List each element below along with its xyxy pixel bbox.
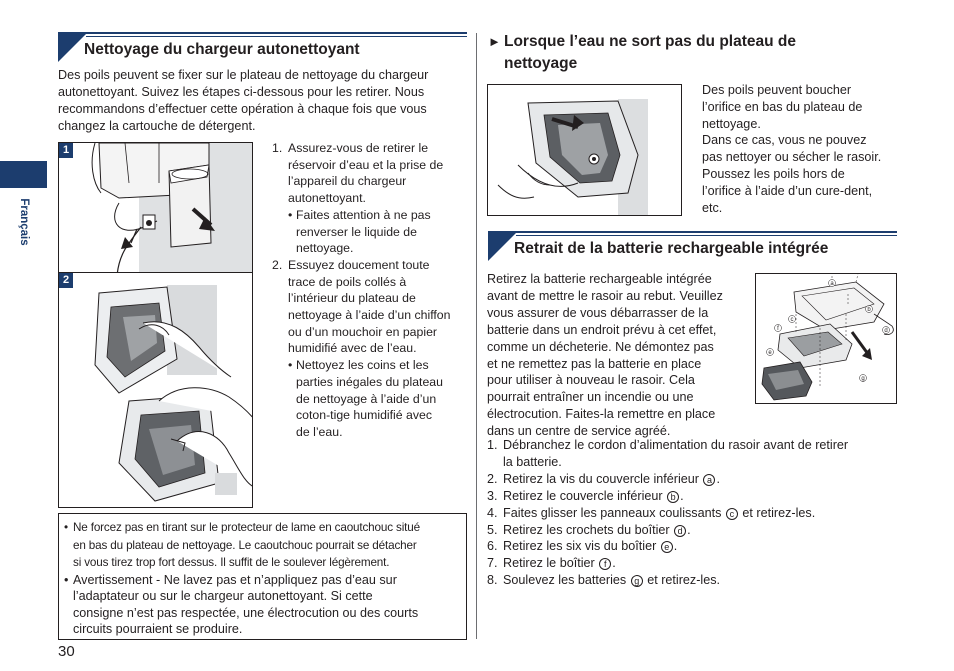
circled-letter-mark: g	[631, 575, 643, 587]
section-heading-charger-cleaning	[58, 32, 467, 65]
step-text-end: .	[612, 556, 616, 571]
toothpick-outlet-illustration	[488, 85, 682, 216]
note-item	[64, 572, 459, 638]
section-title: Nettoyage du chargeur autonettoyant	[84, 41, 360, 58]
step-bullet	[272, 357, 468, 441]
step-line: réservoir d’eau et la prise de	[288, 157, 444, 172]
section-title: Retrait de la batterie rechargeable intégrée	[514, 240, 829, 257]
circled-letter-mark: c	[726, 508, 738, 520]
step-text-end: et retirez-les.	[738, 505, 816, 520]
caution-note-box	[58, 513, 467, 640]
text-line: Dans ce cas, vous ne pouvez	[702, 133, 867, 148]
step-line: Débranchez le cordon d’alimentation du rasoir avant de retirer	[503, 438, 849, 452]
heading-rule	[86, 32, 467, 34]
step-text: Soulevez les batteries	[503, 573, 630, 588]
step-number: 1.	[272, 141, 283, 155]
step-text-end: .	[680, 488, 684, 503]
step-text: Retirez le boîtier	[503, 556, 599, 571]
step-text: Retirez la vis du couvercle inférieur	[503, 471, 703, 486]
step-bullet	[272, 207, 468, 257]
diagram-mark-f: f	[777, 326, 779, 332]
step-line: Essuyez doucement toute	[288, 257, 430, 272]
text-line: avant de mettre le rasoir au rebut. Veuillez	[487, 288, 723, 303]
step-number: 1.	[487, 438, 498, 452]
step-number: 7.	[487, 556, 498, 571]
bullet-mark: •	[288, 358, 293, 373]
step-line: humidifié avec de l’eau.	[288, 341, 417, 356]
wiping-tray-illustration	[59, 273, 253, 508]
figure-number-badge: 2	[59, 273, 73, 288]
text-line: nettoyage.	[702, 116, 761, 131]
battery-step	[487, 538, 937, 555]
step-text-end: .	[673, 539, 678, 554]
intro-line: changez la cartouche de détergent.	[58, 118, 256, 133]
circled-letter-mark: a	[703, 474, 715, 486]
step-text: Retirez les six vis du boîtier	[503, 539, 660, 554]
figure-step-2	[58, 272, 253, 508]
language-tab	[0, 161, 47, 188]
bullet-mark: •	[64, 572, 69, 587]
section-heading-battery	[488, 231, 897, 264]
battery-step	[487, 471, 937, 488]
step-text-end: .	[716, 471, 720, 486]
step-line: trace de poils collés à	[288, 274, 407, 289]
battery-step	[487, 522, 937, 539]
figure-clogged-outlet	[487, 84, 682, 216]
note-line: Ne forcez pas en tirant sur le protecteur de lame en caoutchouc situé	[73, 521, 420, 534]
subsection-title-line: nettoyage	[504, 55, 578, 72]
text-line: batterie dans un endroit prévu à cet effet,	[487, 322, 717, 337]
text-line: l’orifice à l’aide d’un cure-dent,	[702, 183, 873, 198]
intro-paragraph	[58, 67, 470, 135]
battery-step	[487, 488, 937, 505]
text-line: pourrait entraîner un incendie ou une	[487, 390, 694, 405]
exploded-view-illustration	[756, 274, 897, 404]
intro-line: autonettoyant. Suivez les étapes ci-dessous pour les retirer. Nous	[58, 84, 425, 99]
intro-line: Des poils peuvent se fixer sur le plateau de nettoyage du chargeur	[58, 68, 429, 82]
note-line: l’adaptateur ou sur le chargeur autonettoyant. Si cette	[73, 589, 373, 604]
text-line: comme un décheterie. Ne démontez pas	[487, 339, 714, 354]
step-number: 8.	[487, 573, 498, 588]
arrow-right-icon: ►	[488, 34, 501, 49]
text-line: pour utiliser à nouveau le rasoir. Cela	[487, 373, 695, 388]
step-item	[272, 140, 468, 207]
text-line: électrocution. Faites-la remettre en place	[487, 407, 716, 422]
circled-letter-mark: b	[667, 491, 679, 503]
text-line: dans un centre de service agréé.	[487, 424, 671, 439]
text-line: pas nettoyer ou sécher le rasoir.	[702, 150, 882, 165]
bullet-line: de l’eau.	[296, 424, 343, 439]
bullet-line: Faites attention à ne pas	[296, 207, 431, 222]
step-line: nettoyage à l’aide d’un chiffon	[288, 308, 451, 323]
heading-rule-thin	[516, 235, 897, 236]
battery-step	[487, 505, 937, 522]
note-line: consigne n’est pas respectée, une électrocution ou des courts	[73, 605, 419, 620]
circled-letter-mark: d	[674, 525, 686, 537]
intro-line: recommandons d’effectuer cette opération à chaque fois que vous	[58, 101, 427, 116]
diagram-mark-b: b	[867, 307, 871, 313]
battery-step	[487, 437, 937, 471]
step-line: l’appareil du chargeur	[288, 174, 407, 189]
subsection-heading-water	[488, 31, 838, 75]
text-line: vous assurer de vous débarrasser de la	[487, 305, 709, 320]
column-divider	[476, 33, 477, 639]
bullet-line: de nettoyage à l’aide d’un	[296, 391, 437, 406]
note-line: Avertissement - Ne lavez pas et n’appliquez pas d’eau sur	[73, 572, 397, 587]
diagram-mark-d: d	[884, 328, 888, 334]
step-text-end: .	[687, 522, 691, 537]
bullet-line: renverser le liquide de	[296, 224, 417, 239]
step-text: Faites glisser les panneaux coulissants	[503, 505, 725, 520]
subsection-title-line: Lorsque l’eau ne sort pas du plateau de	[504, 33, 796, 50]
battery-step	[487, 572, 937, 589]
page-number: 30	[58, 643, 75, 660]
text-line: l’orifice en bas du plateau de	[702, 99, 863, 114]
step-number: 2.	[272, 257, 283, 272]
step-line: ou d’un mouchoir en papier	[288, 324, 438, 339]
charger-removal-illustration	[59, 143, 253, 275]
bullet-line: parties inégales du plateau	[296, 374, 443, 389]
note-line: circuits pourraient se produire.	[73, 622, 243, 637]
step-line: l’intérieur du plateau de	[288, 291, 416, 306]
language-label: Français	[18, 198, 30, 246]
step-line: Assurez-vous de retirer le	[288, 141, 429, 155]
step-number: 4.	[487, 505, 498, 520]
step-line: la batterie.	[503, 454, 562, 469]
heading-rule	[516, 231, 897, 233]
battery-step	[487, 555, 937, 572]
clogged-outlet-text	[702, 82, 942, 216]
battery-intro	[487, 271, 755, 440]
heading-rule-thin	[86, 36, 467, 37]
battery-steps	[487, 437, 937, 589]
diagram-mark-a: a	[830, 281, 834, 287]
step-text: Retirez les crochets du boîtier	[503, 522, 674, 537]
bullet-line: Nettoyez les coins et les	[296, 358, 429, 373]
text-line: et ne remettez pas la batterie en place	[487, 356, 702, 371]
bullet-mark: •	[288, 207, 293, 222]
figure-battery-exploded	[755, 273, 897, 404]
diagram-mark-e: e	[768, 350, 772, 356]
diagram-mark-g: g	[861, 376, 865, 382]
diagram-mark-c: c	[790, 317, 794, 323]
text-line: etc.	[702, 200, 723, 215]
text-line: Retirez la batterie rechargeable intégrée	[487, 272, 712, 286]
step-number: 2.	[487, 471, 498, 486]
circled-letter-mark: e	[661, 541, 673, 553]
figure-number-badge: 1	[59, 143, 73, 158]
note-line: si vous tirez trop fort dessus. Il suffit de le soulever légèrement.	[73, 556, 390, 569]
step-item	[272, 257, 468, 357]
cleaning-steps	[272, 140, 468, 441]
bullet-line: nettoyage.	[296, 241, 354, 256]
text-line: Des poils peuvent boucher	[702, 83, 852, 97]
bullet-line: coton-tige humidifié avec	[296, 408, 433, 423]
step-number: 5.	[487, 522, 498, 537]
note-item	[64, 519, 459, 572]
step-text: Retirez le couvercle inférieur	[503, 488, 667, 503]
note-line: en bas du plateau de nettoyage. Le caoutchouc pourrait se détacher	[73, 538, 417, 552]
circled-letter-mark: f	[599, 558, 611, 570]
step-line: autonettoyant.	[288, 191, 366, 206]
step-number: 6.	[487, 539, 498, 554]
step-text-end: et retirez-les.	[643, 573, 721, 588]
bullet-mark: •	[64, 521, 68, 534]
step-number: 3.	[487, 488, 498, 503]
text-line: Poussez les poils hors de	[702, 166, 845, 181]
figure-step-1	[58, 142, 253, 275]
